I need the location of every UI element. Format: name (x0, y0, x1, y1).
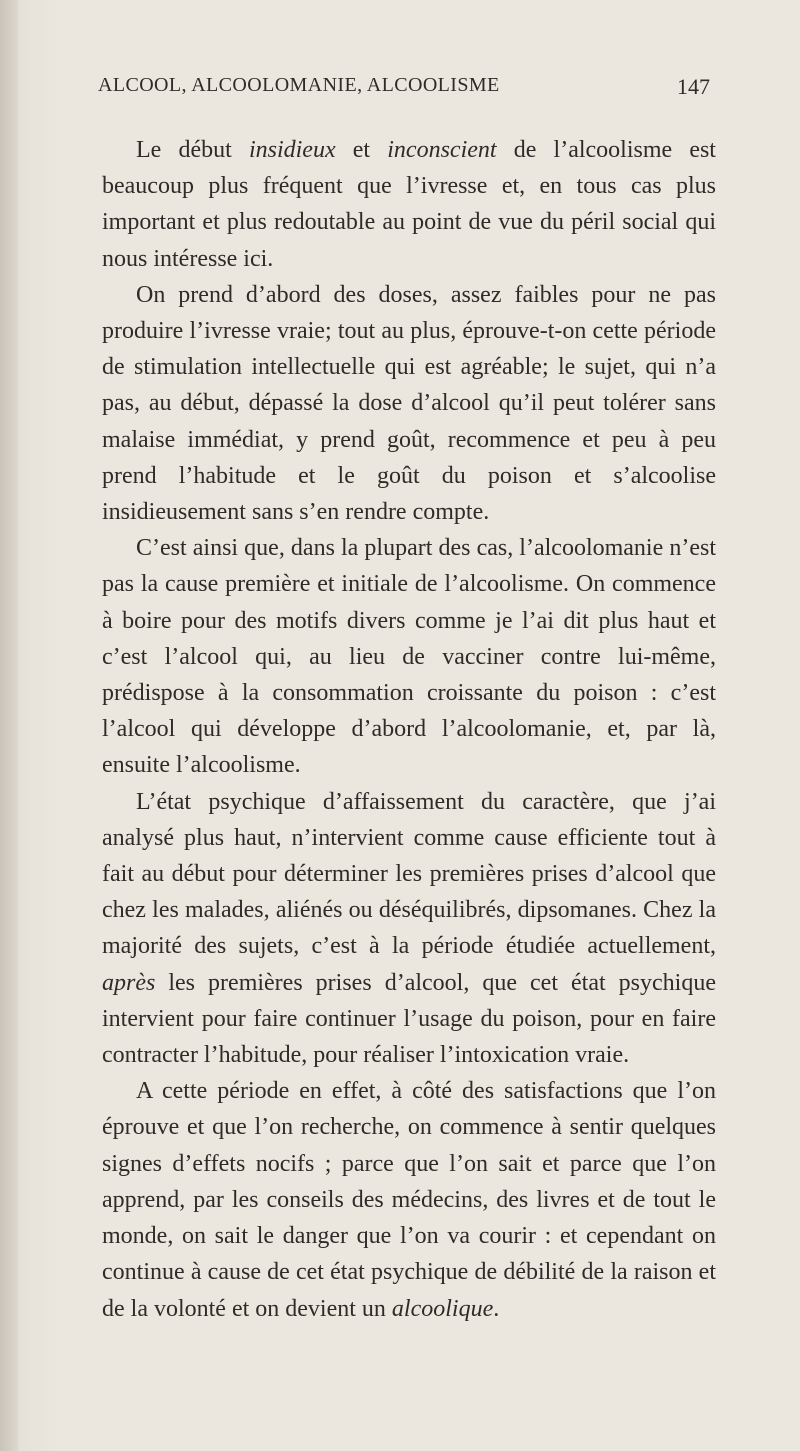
paragraph-5-text-a: A cette période en effet, à côté des satisfactions que l’on éprouve et que l’on recherche, on commence à sentir quelques signes d’effets nocifs ; parce que l’on sait et parce que l’on apprend, par les conseils des médecins, des livres et de tout le monde, on sait le danger que l’on va courir : et cependant on continue à cause de cet état psychique de débilité de la raison et de la volonté et on devient un (102, 1078, 716, 1322)
page-header (98, 74, 710, 106)
page-binding-shadow (0, 0, 18, 1451)
paragraph-4-text-a: L’état psychique d’affaissement du caractère, que j’ai analysé plus haut, n’intervient comme cause efficiente tout à fait au début pour déterminer les premières prises d’alcool que chez les malades, aliénés ou déséquilibrés, dipsomanes. Chez la majorité des sujets, c’est à la période étudiée actuellement, (102, 788, 716, 960)
paragraph-1-emphasis-insidieux: insidieux (248, 137, 336, 163)
page-number: 147 (677, 74, 710, 99)
paragraph-5 (102, 1073, 716, 1326)
paragraph-1-emphasis-inconscient: inconscient (387, 137, 497, 163)
paragraph-5-emphasis-alcoolique: alcoolique (391, 1295, 494, 1322)
running-head: ALCOOL, ALCOOLOMANIE, ALCOOLISME (98, 74, 500, 96)
paragraph-1-text-a: Le début (136, 137, 249, 163)
paragraph-4-emphasis-apres: après (102, 969, 156, 996)
paragraph-1-text-b: et (335, 137, 388, 163)
paragraph-2: On prend d’abord des doses, assez faibles pour ne pas produire l’ivresse vraie; tout au plus, éprouve-t-on cette période de stimulation intellectuelle qui est agréable; le sujet, qui n’a pas, au début, dépassé la dose d’alcool qu’il peut tolérer sans malaise immédiat, y prend goût, recommence et peu à peu prend l’habitude et le goût du poison et s’alcoolise insidieusement sans s’en rendre compte. (102, 281, 716, 526)
paragraph-4 (102, 784, 716, 1074)
paragraph-4-text-b: les premières prises d’alcool, que cet état psychique intervient pour faire continuer l’usage du poison, pour en faire contracter l’habitude, pour réaliser l’intoxication vraie. (102, 969, 716, 1069)
paragraph-1-text-c: de l’alcoolisme est beaucoup plus fréquent que l’ivresse et, en tous cas plus important et plus redoutable au point de vue du péril social qui nous intéresse ici. (102, 137, 716, 272)
paragraph-1 (102, 132, 716, 277)
body-text (102, 132, 716, 1327)
paragraph-5-text-b: . (493, 1295, 500, 1322)
paragraph-3: C’est ainsi que, dans la plupart des cas, l’alcoolomanie n’est pas la cause première et initiale de l’alcoolisme. On commence à boire pour des motifs divers comme je l’ai dit plus haut et c’est l’alcool qui, au lieu de vacciner contre lui-même, prédispose à la consommation croissante du poison : c’est l’alcool qui développe d’abord l’alcoolomanie, et, par là, ensuite l’alcoolisme. (102, 535, 716, 779)
